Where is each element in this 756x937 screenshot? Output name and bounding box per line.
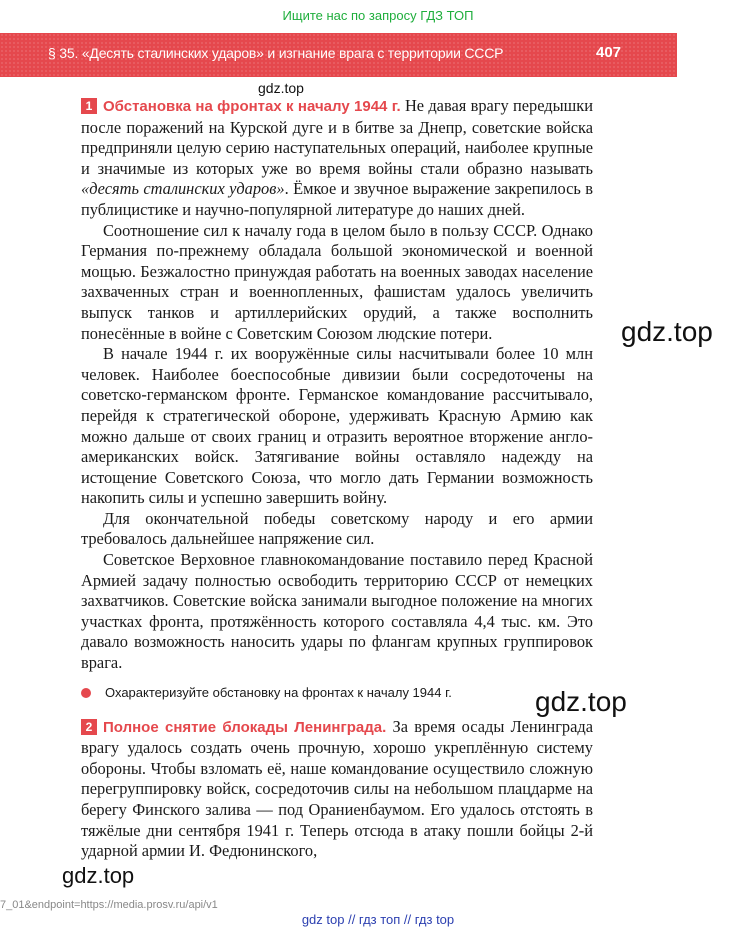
- section1-paragraph4: Для окончательной победы советскому народу и его армии требовалось дальнейшее напряжение сил.: [81, 508, 593, 549]
- section2-paragraph1: [81, 717, 593, 862]
- section2-p1: За время осады Ленинграда врагу удалось создать очень прочную, хорошо укреплённую систему обороны. Чтобы взломать её, наше командование осуществило сложную перегруппировку войск, сосредоточив силы на небольшом плацдарме на берегу Финского залива — под Ораниенбаумом. Его удалось отстоять в тяжёлые дни сентября 1941 г. Теперь отсюда в атаку пошли бойцы 2-й ударной армии И. Федюнинского,: [81, 716, 593, 861]
- watermark-big-1: gdz.top: [621, 316, 713, 347]
- section1-paragraph1: [81, 96, 593, 221]
- top-banner[interactable]: Ищите нас по запросу ГДЗ ТОП: [282, 8, 474, 23]
- clipped-url-text: 7_01&endpoint=https://media.prosv.ru/api/v1: [0, 899, 218, 911]
- chapter-title: § 35. «Десять сталинских ударов» и изгнание врага с территории СССР: [48, 45, 504, 61]
- chapter-header: [0, 33, 677, 77]
- section1-p1-after: . Ёмкое и звучное выражение закрепилось в публицистике и научно-популярной литературе до наших дней.: [81, 179, 593, 219]
- section1-number: 1: [81, 98, 97, 114]
- bottom-banner[interactable]: gdz top // гдз топ // гдз top: [301, 912, 455, 927]
- section1-p1-before: Не давая врагу передышки после поражений на Курской дуге и в битве за Днепр, советские войска предприняли целую серию наступательных операций, наиболее крупные и значимые из которых уже во время войны стали образно называть: [81, 96, 593, 178]
- question-block: [81, 683, 593, 703]
- question-text: Охарактеризуйте обстановку на фронтах к началу 1944 г.: [105, 684, 452, 700]
- main-text: [81, 96, 593, 862]
- question-bullet-icon: [81, 688, 91, 698]
- section2-heading: Полное снятие блокады Ленинграда.: [103, 718, 387, 736]
- section1-paragraph2: Соотношение сил к началу года в целом было в пользу СССР. Однако Германия по-прежнему обладала большой экономической и военной мощью. Безжалостно принуждая работать на военных заводах население захваченных стран и военнопленных, фашистам удалось увеличить выпуск танков и артиллерийских орудий, а также восполнить понесённые в войне с Советским Союзом людские потери.: [81, 220, 593, 343]
- page-number: 407: [596, 44, 622, 61]
- section1-paragraph3: В начале 1944 г. их вооружённые силы насчитывали более 10 млн человек. Наиболее боеспособные дивизии были сосредоточены на советско-германском фронте. Германское командование рассчитывало, перейдя к стратегической обороне, удерживать Красную Армию как можно дальше от своих границ и отразить вероятное вторжение англо-американских войск. Затягивание войны оставляло надежду на истощение Советского Союза, что могло дать Германии возможность накопить силы и успешно завершить войну.: [81, 344, 593, 508]
- section1-paragraph5: Советское Верховное главнокомандование поставило перед Красной Армией задачу полностью освободить территорию СССР от немецких захватчиков. Советские войска занимали выгодное положение на многих участках фронта, протяжённость которого составляла 4,4 тыс. км. Это давало возможность наносить удары по флангам крупных группировок врага.: [81, 550, 593, 673]
- watermark-big-2: gdz.top: [535, 686, 627, 717]
- section1-heading: Обстановка на фронтах к началу 1944 г.: [103, 98, 401, 115]
- watermark-small: gdz.top: [258, 80, 304, 96]
- watermark-big-3: gdz.top: [62, 863, 135, 888]
- section1-p1-italic: «десять сталинских ударов»: [81, 179, 285, 199]
- section2-number: 2: [81, 719, 97, 735]
